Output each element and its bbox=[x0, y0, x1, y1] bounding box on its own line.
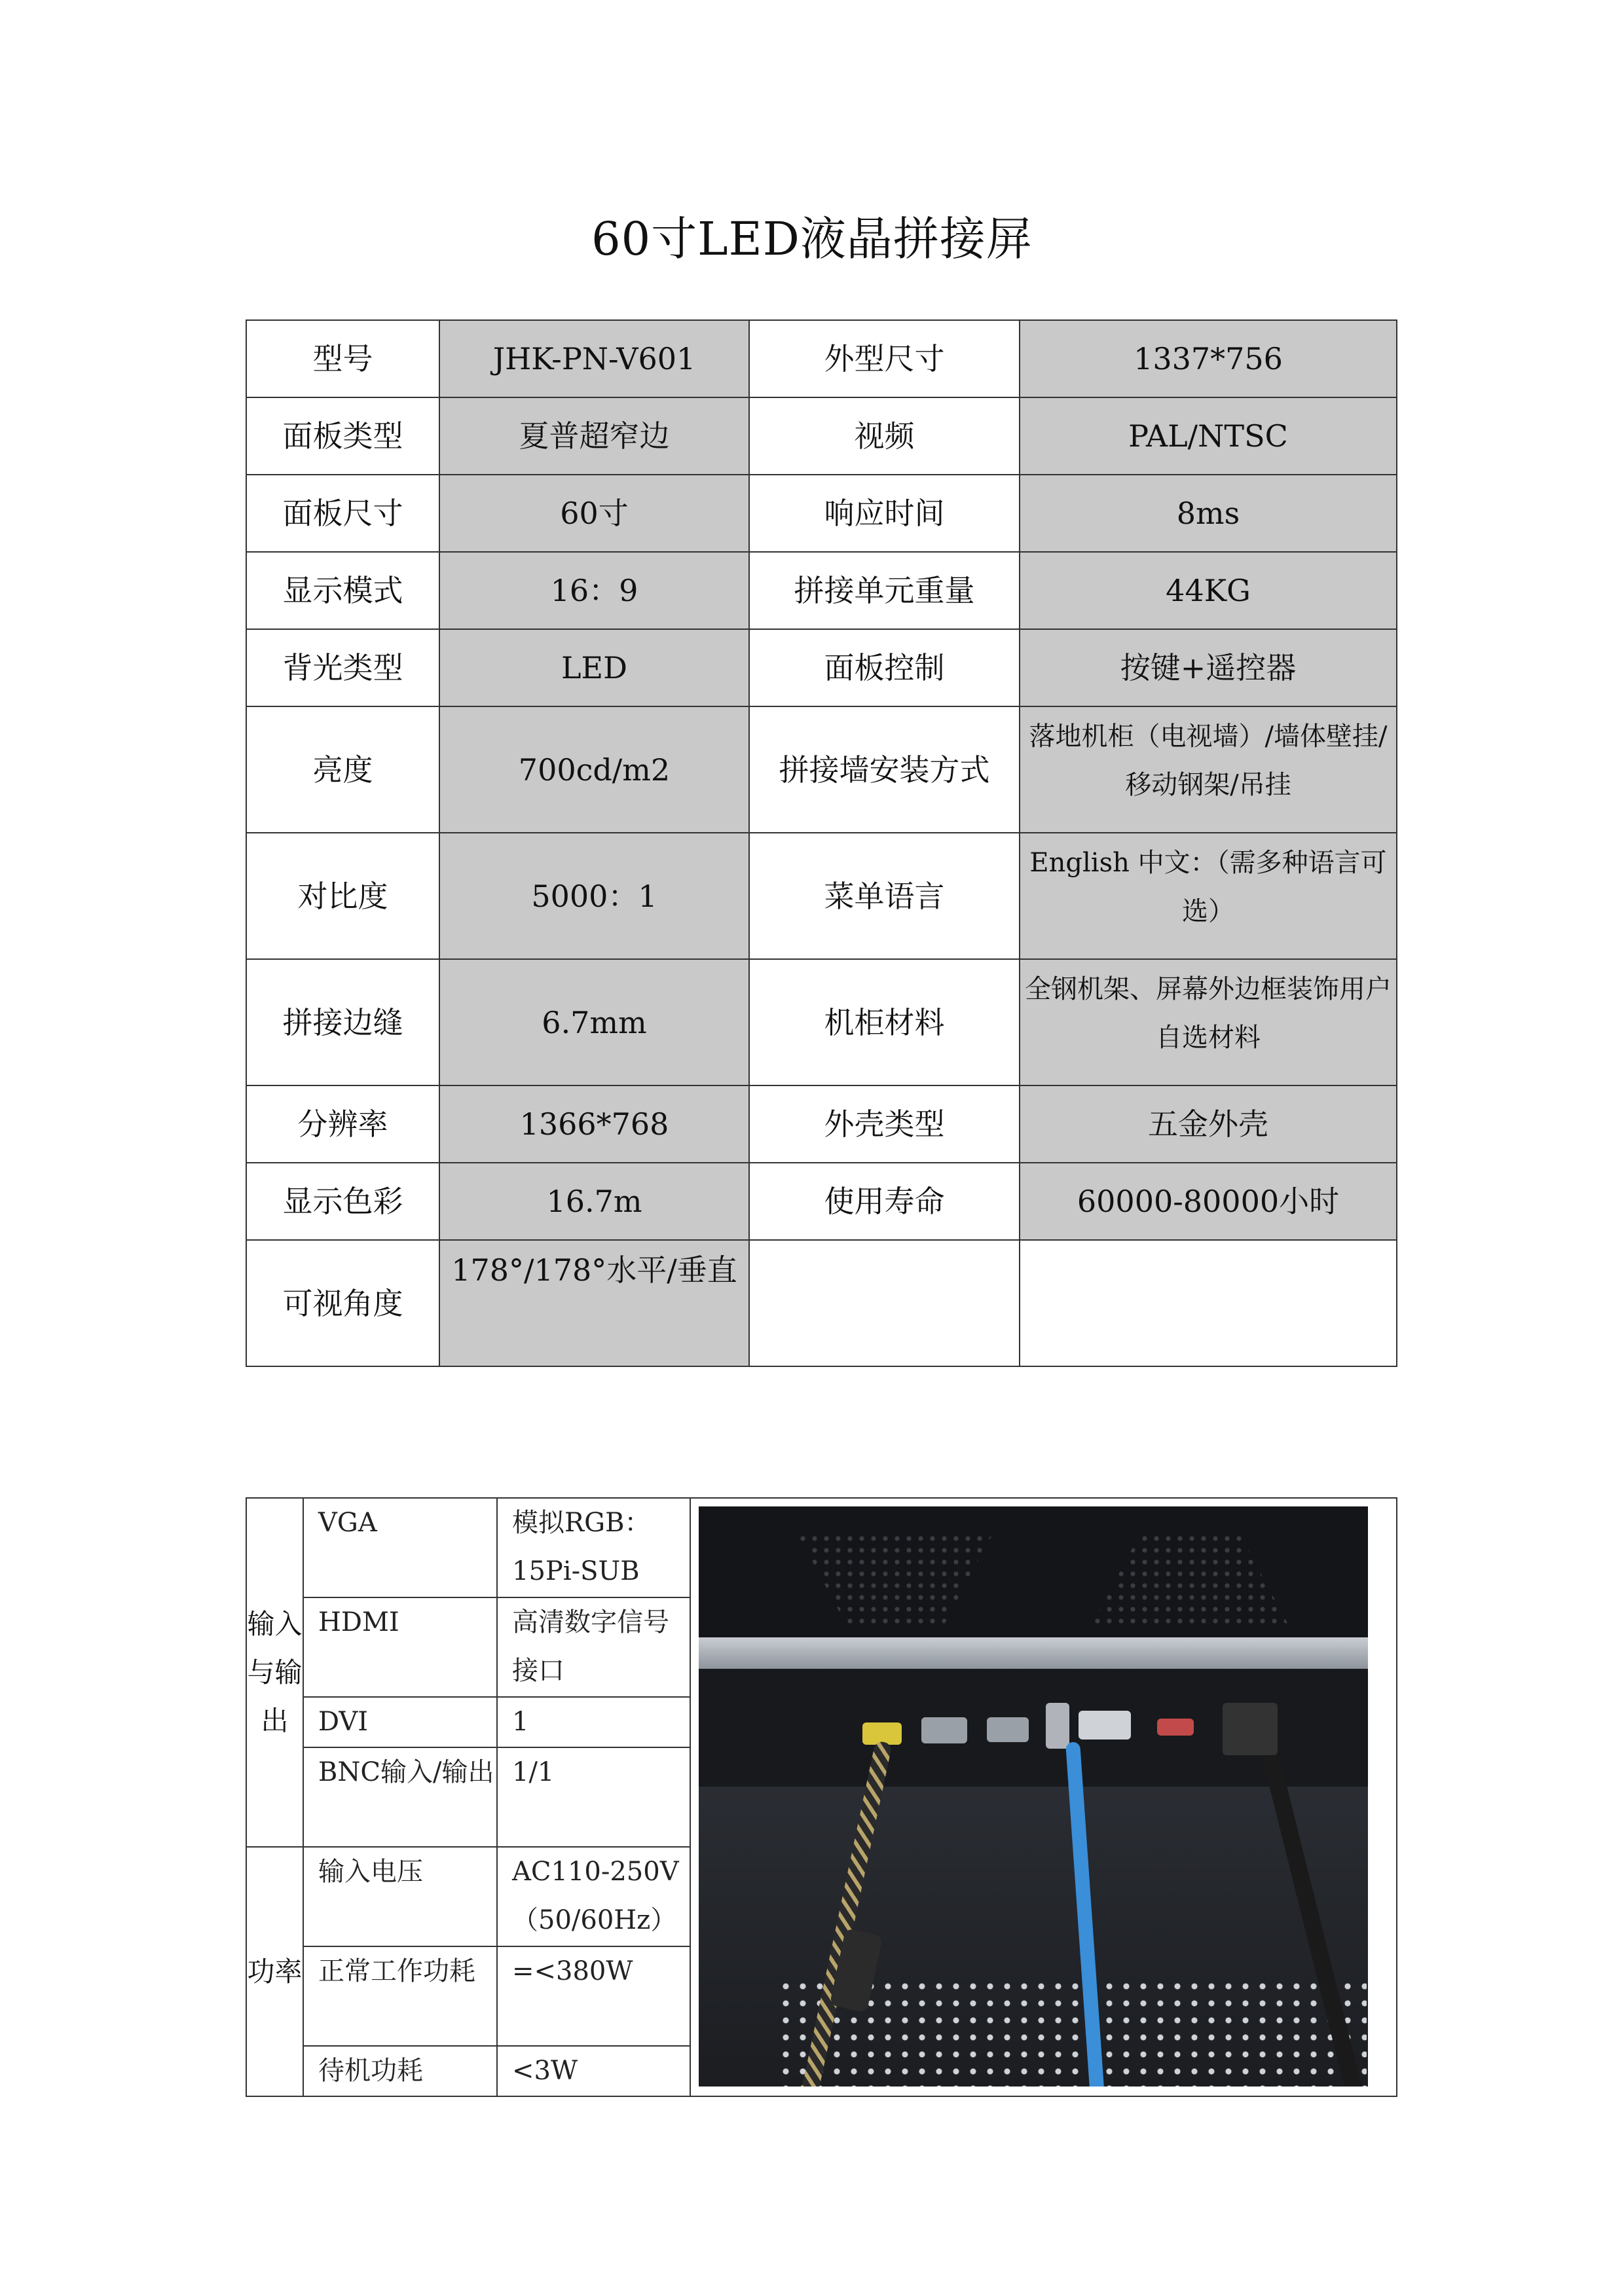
table-row bbox=[246, 1085, 1397, 1163]
table-row bbox=[246, 1163, 1397, 1240]
spec-value: 700cd/m2 bbox=[439, 706, 749, 833]
spec-value: 按键+遥控器 bbox=[1020, 629, 1397, 706]
spec-label: 背光类型 bbox=[246, 629, 439, 706]
spec-label: 拼接单元重量 bbox=[749, 552, 1020, 629]
table-row bbox=[246, 706, 1397, 833]
io-value: 1/1 bbox=[497, 1747, 690, 1847]
spec-label: 面板尺寸 bbox=[246, 475, 439, 552]
io-value: <3W bbox=[497, 2046, 690, 2096]
spec-label: 外型尺寸 bbox=[749, 320, 1020, 397]
spec-label: 外壳类型 bbox=[749, 1085, 1020, 1163]
io-label: 正常工作功耗 bbox=[303, 1946, 497, 2046]
io-label: BNC输入/输出 bbox=[303, 1747, 497, 1847]
io-table bbox=[246, 1497, 1397, 2097]
table-row bbox=[246, 1498, 1397, 1597]
spec-label bbox=[749, 1240, 1020, 1366]
spec-label: 使用寿命 bbox=[749, 1163, 1020, 1240]
spec-value: PAL/NTSC bbox=[1020, 397, 1397, 475]
io-value: 模拟RGB：15Pi-SUB bbox=[497, 1498, 690, 1597]
spec-value: 夏普超窄边 bbox=[439, 397, 749, 475]
io-group-label bbox=[246, 1498, 303, 1847]
io-group-label bbox=[246, 1847, 303, 2096]
spec-value: 6.7mm bbox=[439, 959, 749, 1085]
spec-value: 五金外壳 bbox=[1020, 1085, 1397, 1163]
spec-label: 面板控制 bbox=[749, 629, 1020, 706]
io-group-text: 输入与输出 bbox=[247, 1607, 303, 1737]
spec-value: 16：9 bbox=[439, 552, 749, 629]
io-label: HDMI bbox=[303, 1597, 497, 1697]
spec-value: 44KG bbox=[1020, 552, 1397, 629]
product-photo-cell bbox=[690, 1498, 1397, 2096]
io-label: 输入电压 bbox=[303, 1847, 497, 1946]
spec-value: 1366*768 bbox=[439, 1085, 749, 1163]
spec-label: 型号 bbox=[246, 320, 439, 397]
spec-value: 1337*756 bbox=[1020, 320, 1397, 397]
table-row bbox=[246, 552, 1397, 629]
table-row bbox=[246, 629, 1397, 706]
table-row bbox=[246, 833, 1397, 959]
spec-value: 5000：1 bbox=[439, 833, 749, 959]
table-row bbox=[246, 397, 1397, 475]
table-row bbox=[246, 320, 1397, 397]
table-row bbox=[246, 1240, 1397, 1366]
spec-value: 16.7m bbox=[439, 1163, 749, 1240]
spec-value: JHK-PN-V601 bbox=[439, 320, 749, 397]
spec-value: 60000-80000小时 bbox=[1020, 1163, 1397, 1240]
rear-panel-photo-icon bbox=[699, 1506, 1368, 2086]
spec-label: 亮度 bbox=[246, 706, 439, 833]
spec-label: 视频 bbox=[749, 397, 1020, 475]
spec-value: English 中文：（需多种语言可选） bbox=[1020, 833, 1397, 959]
spec-label: 显示模式 bbox=[246, 552, 439, 629]
io-value: =<380W bbox=[497, 1946, 690, 2046]
spec-value: 全钢机架、屏幕外边框装饰用户自选材料 bbox=[1020, 959, 1397, 1085]
io-label: DVI bbox=[303, 1697, 497, 1747]
io-group-text: 功率 bbox=[247, 1955, 303, 1988]
spec-value: 落地机柜（电视墙）/墙体壁挂/移动钢架/吊挂 bbox=[1020, 706, 1397, 833]
page-title: 60寸LED液晶拼接屏 bbox=[591, 212, 1033, 266]
spec-value: LED bbox=[439, 629, 749, 706]
spec-value: 60寸 bbox=[439, 475, 749, 552]
spec-label: 拼接边缝 bbox=[246, 959, 439, 1085]
io-label: 待机功耗 bbox=[303, 2046, 497, 2096]
table-row bbox=[246, 959, 1397, 1085]
io-value: AC110-250V（50/60Hz） bbox=[497, 1847, 690, 1946]
spec-label: 显示色彩 bbox=[246, 1163, 439, 1240]
spec-label: 机柜材料 bbox=[749, 959, 1020, 1085]
spec-value: 8ms bbox=[1020, 475, 1397, 552]
io-value: 1 bbox=[497, 1697, 690, 1747]
spec-label: 面板类型 bbox=[246, 397, 439, 475]
spec-label: 菜单语言 bbox=[749, 833, 1020, 959]
spec-label: 可视角度 bbox=[246, 1240, 439, 1366]
io-value: 高清数字信号接口 bbox=[497, 1597, 690, 1697]
spec-table bbox=[246, 319, 1397, 1367]
table-row bbox=[246, 475, 1397, 552]
spec-label: 对比度 bbox=[246, 833, 439, 959]
io-label: VGA bbox=[303, 1498, 497, 1597]
spec-value bbox=[1020, 1240, 1397, 1366]
spec-label: 响应时间 bbox=[749, 475, 1020, 552]
spec-value: 178°/178°水平/垂直 bbox=[439, 1240, 749, 1366]
spec-label: 拼接墙安装方式 bbox=[749, 706, 1020, 833]
spec-label: 分辨率 bbox=[246, 1085, 439, 1163]
